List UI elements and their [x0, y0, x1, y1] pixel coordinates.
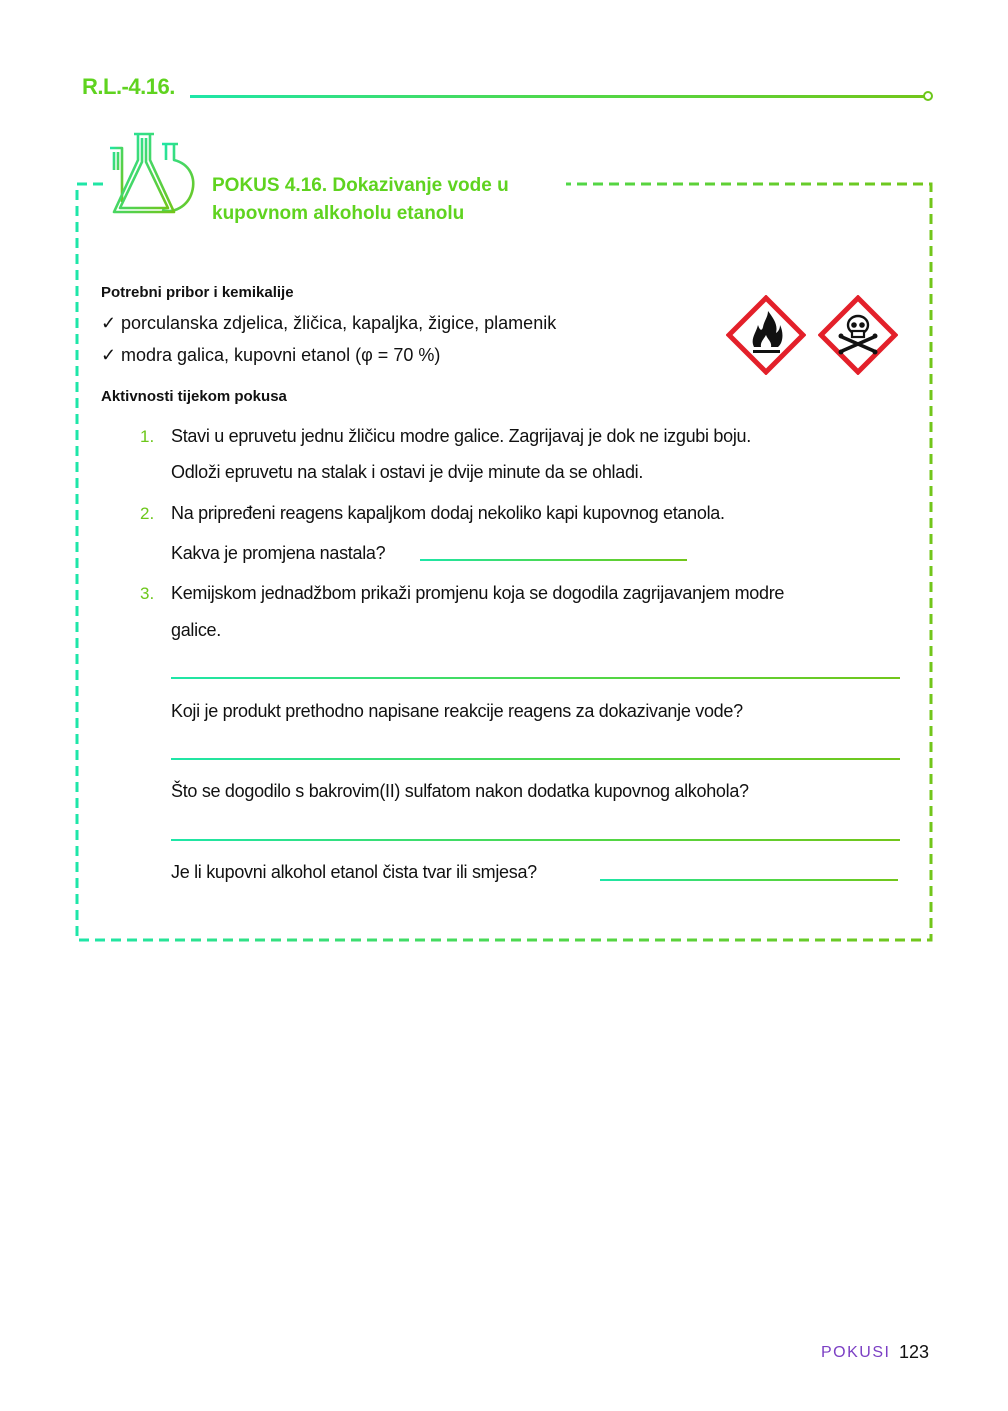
step-text: Kemijskom jednadžbom prikaži promjenu koja se dogodila zagrijavanjem modre	[171, 583, 785, 603]
materials-heading: Potrebni pribor i kemikalije	[101, 284, 294, 301]
materials-item	[101, 313, 556, 334]
activities-heading: Aktivnosti tijekom pokusa	[101, 388, 287, 405]
footer-section-label: POKUSI	[821, 1344, 891, 1361]
step-number: 2.	[140, 504, 155, 523]
step-text: galice.	[171, 620, 221, 640]
materials-item-text: modra galica, kupovni etanol (φ = 70 %)	[121, 345, 441, 365]
checkmark-icon: ✓	[101, 345, 117, 365]
flammable-pictogram-icon	[726, 295, 806, 375]
question-text: Koji je produkt prethodno napisane reakcije reagens za dokazivanje vode?	[171, 701, 743, 721]
toxic-skull-pictogram-icon	[818, 295, 898, 375]
checkmark-icon: ✓	[101, 313, 117, 333]
materials-item-text: porculanska zdjelica, žličica, kapaljka, žigice, plamenik	[121, 313, 557, 333]
page-number: 123	[899, 1342, 930, 1362]
experiment-title	[212, 172, 509, 228]
question-text: Što se dogodilo s bakrovim(II) sulfatom nakon dodatka kupovnog alkohola?	[171, 781, 749, 801]
step-text: Na pripređeni reagens kapaljkom dodaj nekoliko kapi kupovnog etanola.	[171, 503, 725, 523]
materials-item	[101, 345, 440, 366]
step-number: 3.	[140, 584, 155, 603]
lab-flasks-icon	[104, 130, 200, 220]
question-text: Je li kupovni alkohol etanol čista tvar ili smjesa?	[171, 862, 537, 882]
answer-line[interactable]	[171, 758, 900, 760]
step-question: Kakva je promjena nastala?	[171, 543, 386, 563]
step-number: 1.	[140, 427, 155, 446]
worksheet-code: R.L.-4.16.	[82, 74, 175, 99]
answer-line[interactable]	[600, 879, 898, 881]
answer-line[interactable]	[420, 559, 687, 561]
experiment-title-line-1: POKUS 4.16. Dokazivanje vode u	[212, 175, 509, 196]
answer-line[interactable]	[171, 839, 900, 841]
step-text: Stavi u epruvetu jednu žličicu modre galice. Zagrijavaj je dok ne izgubi boju.	[171, 426, 751, 446]
answer-line[interactable]	[171, 677, 900, 679]
step-text: Odloži epruvetu na stalak i ostavi je dvije minute da se ohladi.	[171, 462, 644, 482]
experiment-title-line-2: kupovnom alkoholu etanolu	[212, 203, 465, 224]
